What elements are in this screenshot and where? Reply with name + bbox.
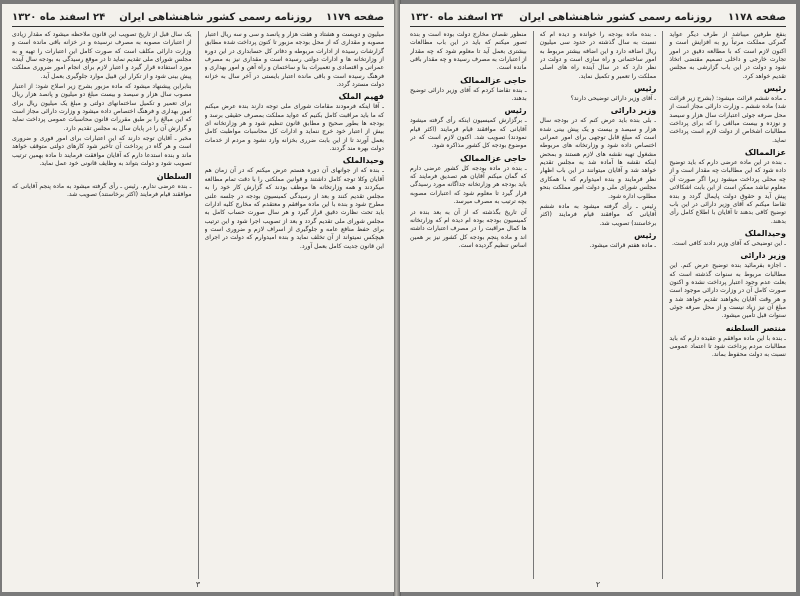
speaker-heading: رئیس: [763, 84, 786, 94]
right-page-date: ۲۴ اسفند ماه ۱۳۲۰: [410, 11, 504, 23]
left-page: [2, 4, 394, 592]
right-page-columns: [410, 31, 786, 579]
paragraph: ـ اجازه بفرمائید بنده توضیح عرض کنم. این مطالبات مربوط به سنوات گذشته است که بعلت عدم وجود اعتبار پرداخت نشده و اکنون صورت کامل آن در وزارت دارائی موجود است و هر وقت آقایان بخواهند تقدیم خواهد شد و مبلغ آن نیز زیاد نیست و از محل صرفه جوئی سنوات قبل تأمین میشود.: [669, 262, 786, 320]
column-rule: [662, 31, 663, 579]
speaker-heading: السلطان: [156, 171, 192, 181]
paragraph: ـ بنده تقاضا کردم که آقای وزیر دارائی توضیح بدهند.: [409, 86, 527, 103]
text-column: [410, 31, 527, 579]
paragraph: ـ بلی بنده باید عرض کنم که در بودجه سال هزار و سیصد و بیست و یک پیش بینی شده است که مبلغ قابل توجهی برای امور عمرانی اختصاص داده شود و وزارتخانه های مربوطه مشغول تهیه نقشه های لازم هستند و بمحض اینکه نقشه ها آماده شد به مجلس تقدیم خواهد شد و آقایان میتوانند در این باب اظهار نظر فرمایند و بنده امیدوارم که با همکاری مجلس شورای ملی و دولت امور مملکت بنحو مطلوب اداره شود.: [539, 117, 657, 200]
paragraph: ـ بنده ماده بودجه را خوانده و دیده ام که نسبت به سال گذشته در حدود سی میلیون ریال اضافه دارد و این اضافه بیشتر مربوط به امور ساختمانی و راه سازی است و دولت در نظر دارد که در سال آینده راه های اصلی مملکت را تعمیر و تکمیل نماید.: [539, 31, 657, 80]
paragraph: ـ بنده در ماده بودجه کل کشور عرضی دارم که گمان میکنم آقایان هم تصدیق فرمایند که باید بودجه هر وزارتخانه جداگانه مورد رسیدگی قرار گیرد تا معلوم شود که اعتبارات مصوبه بچه ترتیب به مصرف میرسد.: [409, 164, 527, 206]
paragraph: ـ بنده در این ماده عرضی دارم که باید توضیح داده شود که این مطالبات چه مقدار است و از چه محلی پرداخت میشود زیرا اگر صورت آن معلوم نباشد ممکن است از این بابت اشکالاتی پیش آید و حقوق دولت پایمال گردد و بنده تقاضا میکنم که آقای وزیر دارائی در این باب توضیح کافی بدهند تا آقایان با اطلاع کامل رأی بدهند.: [669, 159, 786, 225]
speaker-heading: وزیر دارائی: [610, 106, 657, 116]
text-column: [669, 31, 786, 579]
right-page-header: [410, 10, 786, 27]
paragraph: ـ ماده ششم قرائت میشود: (بشرح زیر قرائت شد) ماده ششم ـ وزارت دارائی مجاز است از محل صرفه جوئی اعتبارات سال هزار و سیصد و نوزده و بیست مبالغی را که برای پرداخت مطالبات اشخاص از دولت لازم است پرداخت نماید.: [669, 95, 786, 144]
paragraph: ـ برگزارش کمیسیون اینکه رأی گرفته میشود آقایانی که موافقند قیام فرمایند (اکثر قیام نمودند) تصویب شد. اکنون لازم است که در موضوع بودجه کل کشور مذاکره شود.: [409, 117, 527, 150]
left-page-gazette-title: روزنامه رسمی کشور شاهنشاهی ایران: [119, 11, 313, 23]
right-page: [400, 4, 796, 592]
paragraph: منظور نقصان مخارج دولت بوده است و بنده تصور میکنم که باید در این باب مطالعات بیشتری بعمل آید تا معلوم شود که چه مقدار از اعتبارات به مصرف رسیده و چه مقدار باقی مانده است.: [409, 31, 527, 72]
left-page-header: [12, 10, 384, 27]
text-column: [540, 31, 657, 579]
speaker-heading: رئیس: [634, 84, 657, 94]
speaker-heading: فهیم الملک: [338, 92, 384, 102]
speaker-heading: رئیس: [504, 106, 527, 116]
paragraph: رئیس ـ رأی گرفته میشود به ماده ششم آقایانی که موافقند قیام فرمایند (اکثر برخاستند) تصویب شد.: [539, 202, 657, 227]
paragraph: ـ بنده که از جوانهای آن دوره هستم عرض میکنم که در آن زمان هم آقایان وکلا توجه کامل داشتند و قوانین مملکتی را با دقت تمام مطالعه میکردند و همه وزارتخانه ها موظف بودند که گزارش کار خود را به مجلس تقدیم کنند و بعد از رسیدگی کمیسیون بودجه در جلسه علنی مطرح شود و بنده با این ماده موافقم و معتقدم که مخارج کلیه ادارات باید تحت نظارت دقیق قرار گیرد و هر سال صورت حساب کامل به مجلس شورای ملی تقدیم گردد و بعد از تصویب اجرا شود و این ترتیب برای حفظ منافع عامه و جلوگیری از اسراف لازم و ضروری است و هیچکس نمیتواند از آن تخلف نماید و بنده امیدوارم که دولت در اجرای این قانون جدیت کامل بعمل آورد.: [204, 167, 384, 250]
right-page-gazette-title: روزنامه رسمی کشور شاهنشاهی ایران: [519, 11, 713, 23]
column-rule: [198, 31, 199, 579]
speaker-heading: منتصر السلطنه: [725, 323, 786, 333]
paragraph: بنفع طرفین میباشد از طرف دیگر عواید گمرکی مملکت مرتباً رو به افزایش است و اکنون لازم است که با مطالعه دقیق در امور تجارت خارجی و داخلی تصمیم مقتضی اتخاذ شود و دولت در این باب گزارشی به مجلس تقدیم خواهد کرد.: [669, 31, 786, 80]
text-column: [12, 31, 192, 579]
paragraph: بنابراین پیشنهاد میشود که ماده مزبور بشرح زیر اصلاح شود: از اعتبار مصوب سال هزار و سیصد و بیست مبلغ دو میلیون و پانصد هزار ریال برای تعمیر و تکمیل ساختمانهای دولتی و مبلغ یک میلیون ریال برای امور بهداری و فرهنگ اختصاص داده میشود و وزارت دارائی مجاز است که این مبالغ را بر طبق مقررات قانون محاسبات عمومی پرداخت نماید و گزارش آن را در پایان سال به مجلس تقدیم دارد.: [12, 83, 192, 132]
left-page-date: ۲۴ اسفند ماه ۱۳۲۰: [12, 11, 106, 23]
paragraph: میلیون و دویست و هشتاد و هفت هزار و پانصد و سی و سه ریال اعتبار مصوبه و مقداری که از محل بودجه مزبور تا کنون پرداخت شده مطابق گزارشات رسیده از ادارات مربوطه و دفاتر کل حسابداری در این دوره از وزارتخانه ها و ادارات دولتی رسیده است و مقداری نیز به مصرف عمرانی و اقتصادی و تعمیرات بنا و ساختمان و راه آهن و امور بهداری و فرهنگ رسیده است و باقی مانده اعتبار بایستی در آخر سال به خزانه دولت مسترد گردد.: [204, 31, 384, 89]
paragraph: ـ این توضیحی که آقای وزیر دادند کافی است.: [671, 239, 786, 247]
speaker-heading: حاجی عزالممالک: [460, 75, 527, 85]
speaker-heading: وحیدالملک: [342, 156, 384, 166]
paragraph: ـ ماده هفتم قرائت میشود.: [589, 241, 657, 249]
column-rule: [533, 31, 534, 579]
paragraph: ـ آقای وزیر دارائی توضیحی دارند؟: [570, 95, 657, 103]
paragraph: آن تاریخ بگذشته که از آن به بعد بنده در کمیسیون بودجه بوده ام دیده ام که وزارتخانه ها کمال مراقبت را در مصرف اعتبارات داشته اند و ماده پنجم بودجه کل کشور نیز بر همین اساس تنظیم گردیده است.: [409, 208, 527, 249]
left-page-number: صفحه ۱۱۷۹: [325, 11, 384, 23]
speaker-heading: وزیر دارائی: [740, 251, 786, 261]
speaker-heading: عزالممالک: [744, 148, 786, 158]
right-page-number: صفحه ۱۱۷۸: [727, 11, 786, 23]
paragraph: ـ بنده عرضی ندارم. رئیس ـ رأی گرفته میشود به ماده پنجم آقایانی که موافقند قیام فرمایند (اکثر برخاستند) تصویب شد.: [12, 182, 192, 198]
text-column: [205, 31, 385, 579]
paragraph: ـ آقا اینکه فرمودند مقامات شورای ملی توجه دارند بنده عرض میکنم که ما باید مراقبت کامل بکنیم که عواید مملکت بمصرف حقیقی برسد و بودجه ها بطور صحیح و مطابق قانون تنظیم شود و هر وزارتخانه ای بیش از اعتبار خود خرج ننماید و ادارات کل محاسبات مواظبت کامل بعمل آورند تا از این بابت ضرری بخزانه وارد نشود و مردم از خدمات دولت بهره مند گردند.: [204, 103, 384, 153]
paragraph: ـ بنده با این ماده موافقم و عقیده دارم که باید مطالبات مردم پرداخت شود تا اعتماد عمومی نسبت به دولت محفوظ بماند.: [669, 334, 786, 359]
paragraph: مخبر ـ آقایان توجه دارند که این اعتبارات برای امور فوری و ضروری است و هر گاه در پرداخت آن تأخیر شود کارهای دولتی متوقف خواهد ماند و بنده استدعا دارم که آقایان موافقت فرمایند تا ماده بهمین ترتیب تصویب شود و دولت بتواند به وظایف قانونی خود عمل نماید.: [12, 135, 192, 168]
left-page-columns: [12, 31, 384, 579]
speaker-heading: وحیدالملک: [744, 228, 786, 238]
right-page-footer: ۲: [595, 580, 601, 589]
speaker-heading: رئیس: [634, 230, 657, 240]
left-page-footer: ۳: [195, 580, 201, 589]
speaker-heading: حاجی عزالممالک: [460, 153, 527, 163]
paragraph: یک سال قبل از تاریخ تصویب این قانون ملاحظه میشود که مقدار زیادی از اعتبارات مصوبه به مصرف نرسیده و در خزانه باقی مانده است و وزارت دارائی مکلف است که صورت کامل این اعتبارات را تهیه و به مجلس شورای ملی تقدیم نماید تا در موقع رسیدگی به بودجه سال آینده مورد استفاده قرار گیرد و اعتبار لازم برای انجام امور ضروری مملکت پیش بینی شود و از تکرار این قبیل موارد جلوگیری بعمل آید.: [12, 31, 192, 80]
